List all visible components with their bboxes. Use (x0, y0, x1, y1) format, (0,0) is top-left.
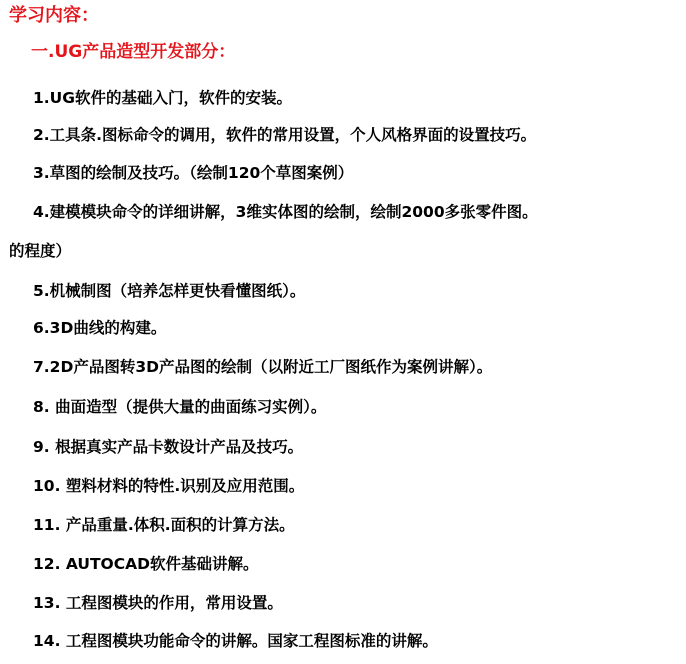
list-item: 10. 塑料材料的特性.识别及应用范围。 (33, 477, 305, 495)
list-item: 13. 工程图模块的作用，常用设置。 (33, 594, 283, 612)
list-item: 7.2D产品图转3D产品图的绘制（以附近工厂图纸作为案例讲解）。 (33, 358, 493, 376)
list-item: 6.3D曲线的构建。 (33, 319, 167, 337)
list-item: 5.机械制图（培养怎样更快看懂图纸）。 (33, 282, 306, 300)
section-heading: 一.UG产品造型开发部分： (31, 42, 236, 62)
list-item: 14. 工程图模块功能命令的讲解。国家工程图标准的讲解。 (33, 632, 438, 650)
document-title: 学习内容： (9, 5, 99, 26)
list-item: 1.UG软件的基础入门，软件的安装。 (33, 89, 292, 107)
list-item: 12. AUTOCAD软件基础讲解。 (33, 555, 259, 573)
list-item: 4.建模模块命令的详细讲解，3维实体图的绘制，绘制2000多张零件图。 (33, 203, 538, 221)
list-item: 8. 曲面造型（提供大量的曲面练习实例）。 (33, 398, 327, 416)
list-item-continuation: 的程度） (9, 242, 72, 260)
list-item: 9. 根据真实产品卡数设计产品及技巧。 (33, 438, 304, 456)
list-item: 3.草图的绘制及技巧。（绘制120个草图案例） (33, 164, 354, 182)
list-item: 2.工具条.图标命令的调用，软件的常用设置，个人风格界面的设置技巧。 (33, 126, 537, 144)
list-item: 11. 产品重量.体积.面积的计算方法。 (33, 516, 295, 534)
